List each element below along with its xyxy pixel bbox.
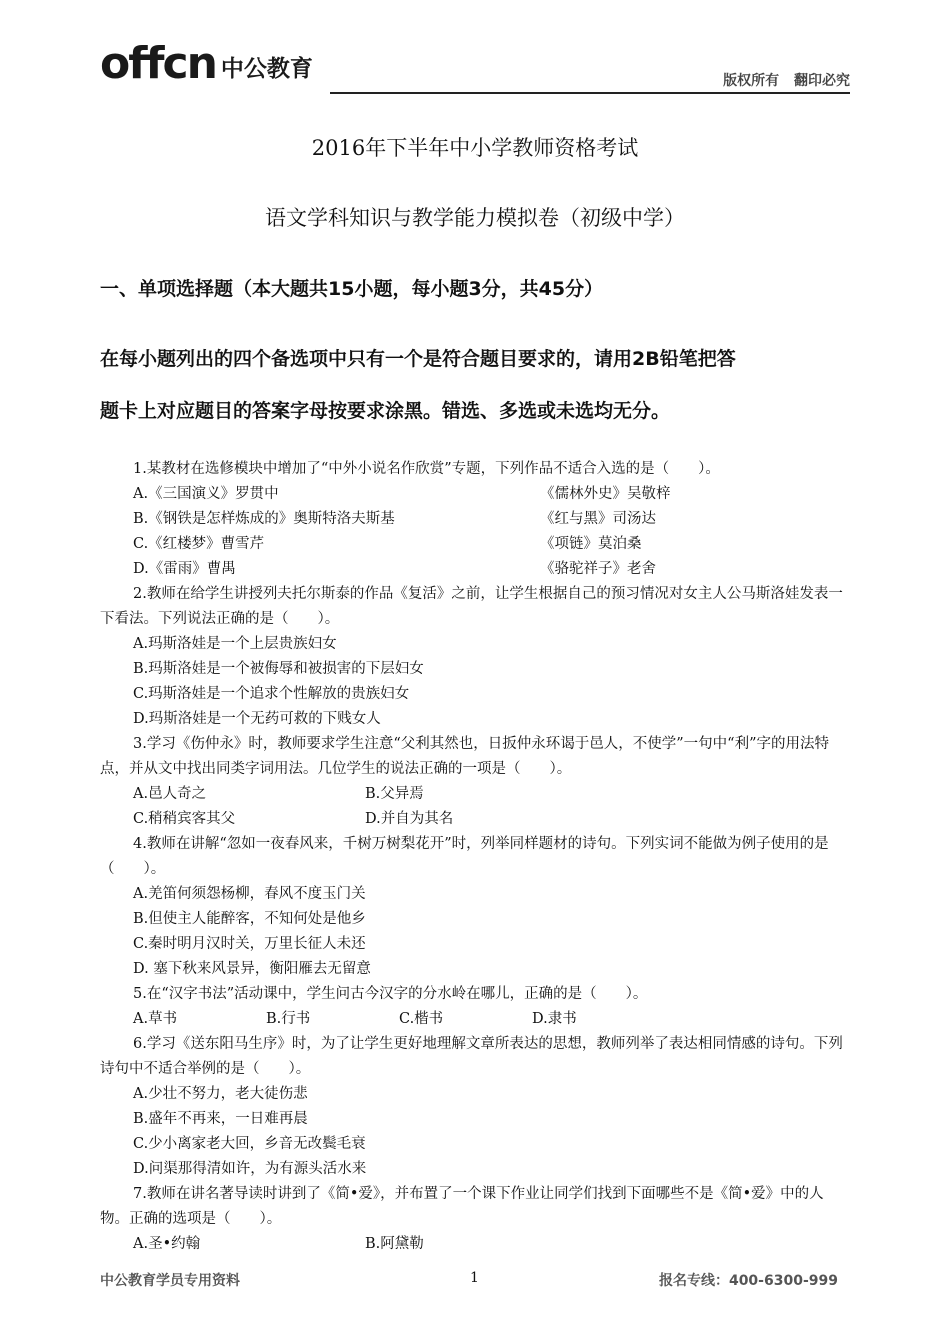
- option: A.《三国演义》罗贯中: [133, 486, 279, 502]
- question-stem: 1.某教材在选修模块中增加了“中外小说名作欣赏”专题，下列作品不适合入选的是（ ）。: [133, 461, 720, 477]
- footer-hotline: 报名专线：400-6300-999: [658, 1273, 838, 1289]
- option: C.少小离家老大回，乡音无改鬓毛衰: [133, 1136, 366, 1152]
- option: B.父异焉: [365, 786, 424, 802]
- option: 《儒林外史》吴敬梓: [540, 486, 671, 502]
- option: D.玛斯洛娃是一个无药可救的下贱女人: [133, 711, 381, 727]
- question-7: [100, 1182, 852, 1257]
- question-stem: 2.教师在给学生讲授列夫托尔斯泰的作品《复活》之前，让学生根据自己的预习情况对女主人公马斯洛娃发表一下看法。下列说法正确的是（ ）。: [100, 586, 843, 627]
- option: C.秦时明月汉时关，万里长征人未还: [133, 936, 366, 952]
- option: A.草书: [133, 1011, 178, 1027]
- option: C.楷书: [399, 1011, 444, 1027]
- option: A.少壮不努力，老大徒伤悲: [133, 1086, 308, 1102]
- header-divider: [330, 92, 850, 94]
- option-row: [100, 482, 852, 507]
- option-row: [100, 807, 852, 832]
- option: B.但使主人能醉客，不知何处是他乡: [133, 911, 366, 927]
- question-6: [100, 1032, 852, 1182]
- option: 《红与黑》司汤达: [540, 511, 656, 527]
- question-stem: 6.学习《送东阳马生序》时，为了让学生更好地理解文章所表达的思想，教师列举了表达相同情感的诗句。下列诗句中不适合举例的是（ ）。: [100, 1036, 843, 1077]
- question-3: [100, 732, 852, 832]
- option: A.玛斯洛娃是一个上层贵族妇女: [133, 636, 337, 652]
- option: D.隶书: [532, 1011, 577, 1027]
- option-row: [100, 1232, 852, 1257]
- instruction-line: 题卡上对应题目的答案字母按要求涂黑。错选、多选或未选均无分。: [100, 400, 671, 422]
- option: D.问渠那得清如许，为有源头活水来: [133, 1161, 367, 1177]
- page-number: 1: [470, 1270, 479, 1286]
- question-stem: 5.在“汉字书法”活动课中，学生问古今汉字的分水岭在哪儿，正确的是（ ）。: [133, 986, 648, 1002]
- option: B.玛斯洛娃是一个被侮辱和被损害的下层妇女: [133, 661, 424, 677]
- question-1: [100, 457, 852, 582]
- option: C.稍稍宾客其父: [133, 811, 236, 827]
- option: 《骆驼祥子》老舍: [540, 561, 656, 577]
- footer-label: 中公教育学员专用资料: [100, 1273, 240, 1289]
- logo-cn-text: 中公教育: [220, 56, 313, 82]
- option-row: [100, 1007, 852, 1032]
- question-4: [100, 832, 852, 982]
- option-row: [100, 782, 852, 807]
- option: 《项链》莫泊桑: [540, 536, 642, 552]
- option: D.《雷雨》曹禺: [133, 561, 236, 577]
- option: D. 塞下秋来风景异，衡阳雁去无留意: [133, 961, 371, 977]
- option: A.邑人奇之: [133, 786, 207, 802]
- logo-mark: offcn: [100, 38, 216, 89]
- option: C.玛斯洛娃是一个追求个性解放的贵族妇女: [133, 686, 410, 702]
- option: B.阿黛勒: [365, 1236, 424, 1252]
- question-stem: 4.教师在讲解“忽如一夜春风来，千树万树梨花开”时，列举同样题材的诗句。下列实词不能做为例子使用的是（ ）。: [100, 836, 829, 877]
- option: B.盛年不再来，一日难再晨: [133, 1111, 308, 1127]
- question-5: [100, 982, 852, 1032]
- option-row: [100, 532, 852, 557]
- option-row: [100, 557, 852, 582]
- logo: [100, 38, 313, 89]
- question-stem: 7.教师在讲名著导读时讲到了《简•爱》，并布置了一个课下作业让同学们找到下面哪些不是《简•爱》中的人物。正确的选项是（ ）。: [100, 1186, 824, 1227]
- option: B.《钢铁是怎样炼成的》奥斯特洛夫斯基: [133, 511, 395, 527]
- question-2: [100, 582, 852, 732]
- exam-title: 2016年下半年中小学教师资格考试: [311, 136, 639, 160]
- copyright-notice: 版权所有 翻印必究: [723, 73, 850, 89]
- instruction-line: 在每小题列出的四个备选项中只有一个是符合题目要求的，请用2B铅笔把答: [100, 348, 736, 370]
- option-row: [100, 507, 852, 532]
- option: C.《红楼梦》曹雪芹: [133, 536, 265, 552]
- option: A.圣•约翰: [133, 1236, 201, 1252]
- option: B.行书: [266, 1011, 311, 1027]
- option: A.羌笛何须怨杨柳，春风不度玉门关: [133, 886, 366, 902]
- question-stem: 3.学习《伤仲永》时，教师要求学生注意“父利其然也，日扳仲永环谒于邑人，不使学”一句中“利”字的用法特点，并从文中找出同类字词用法。几位学生的说法正确的一项是（ ）。: [100, 736, 829, 777]
- option: D.并自为其名: [365, 811, 454, 827]
- section-heading: 一、单项选择题（本大题共15小题，每小题3分，共45分）: [100, 278, 604, 300]
- exam-subtitle: 语文学科知识与教学能力模拟卷（初级中学）: [265, 206, 685, 230]
